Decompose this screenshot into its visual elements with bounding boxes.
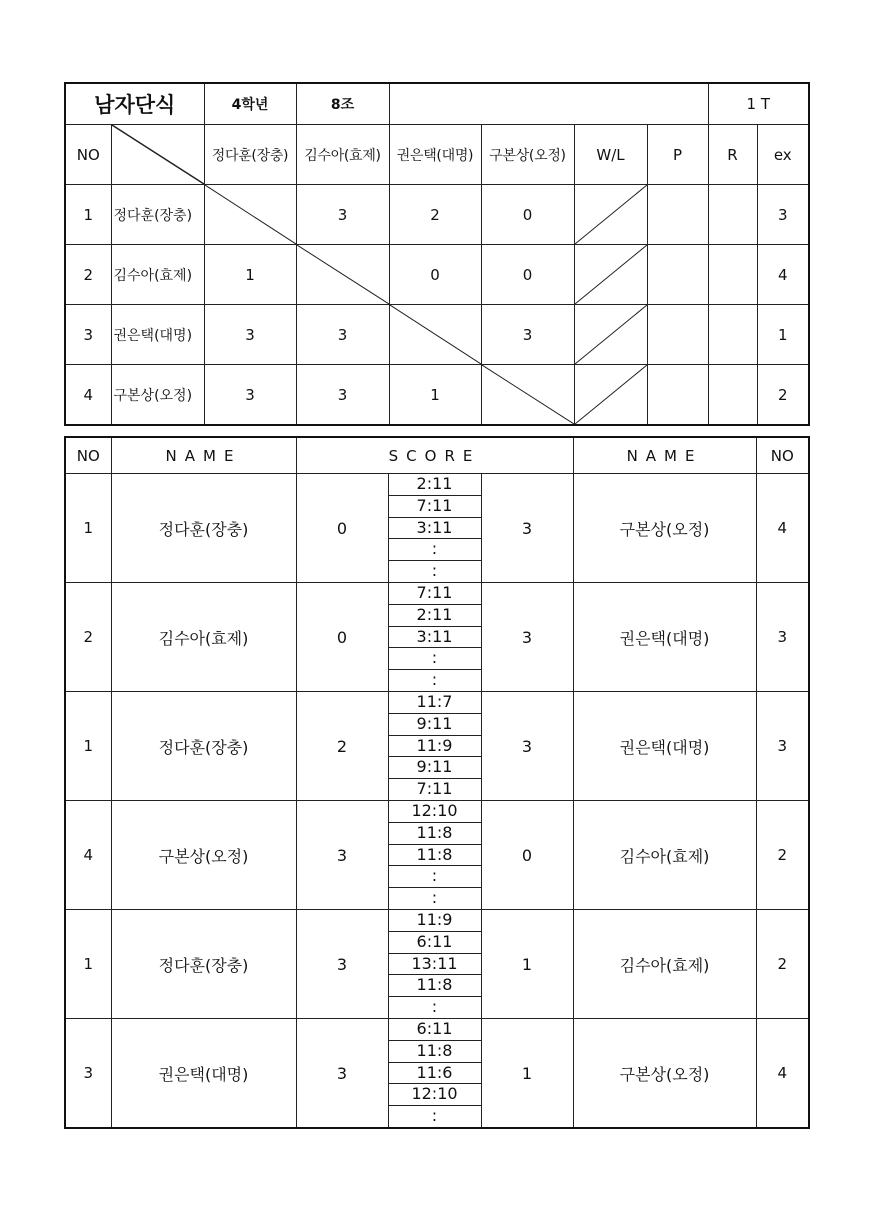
r-cell bbox=[708, 365, 757, 426]
left-player-name: 구본상(오정) bbox=[111, 801, 296, 910]
self-match-cell bbox=[204, 185, 296, 245]
right-player-no: 3 bbox=[756, 692, 809, 801]
match-row bbox=[65, 692, 809, 801]
left-player-name: 정다훈(장충) bbox=[111, 474, 296, 583]
wl-cell bbox=[574, 365, 647, 426]
r-header: R bbox=[708, 125, 757, 185]
score-cell: 3 bbox=[204, 365, 296, 426]
score-cell: 3 bbox=[296, 305, 389, 365]
set-score: 3:11 bbox=[389, 518, 481, 540]
event-title: 남자단식 bbox=[65, 83, 204, 125]
left-player-score: 2 bbox=[296, 692, 388, 801]
set-list bbox=[389, 583, 481, 691]
set-score: 11:9 bbox=[389, 736, 481, 758]
set-score: 13:11 bbox=[389, 954, 481, 976]
set-score: : bbox=[431, 888, 438, 908]
set-score: 11:8 bbox=[389, 845, 481, 867]
left-player-no: 1 bbox=[65, 474, 111, 583]
column-player-4: 구본상(오정) bbox=[481, 125, 574, 185]
column-player-3: 권은택(대명) bbox=[389, 125, 481, 185]
player-row bbox=[65, 185, 809, 245]
no-header-right: NO bbox=[756, 437, 809, 474]
set-score: : bbox=[389, 648, 481, 670]
set-score: 7:11 bbox=[389, 496, 481, 518]
right-player-no: 2 bbox=[756, 910, 809, 1019]
p-cell bbox=[647, 245, 708, 305]
player-name: 구본상(오정) bbox=[111, 365, 204, 426]
set-list bbox=[389, 1019, 481, 1127]
set-list bbox=[389, 801, 481, 909]
match-row bbox=[65, 801, 809, 910]
name-header-right: NAME bbox=[573, 437, 756, 474]
score-cell: 0 bbox=[389, 245, 481, 305]
set-score: 2:11 bbox=[389, 474, 481, 496]
left-player-name: 김수아(효제) bbox=[111, 583, 296, 692]
ex-cell: 2 bbox=[757, 365, 809, 426]
set-score: 3:11 bbox=[389, 627, 481, 649]
ex-cell: 4 bbox=[757, 245, 809, 305]
set-score: : bbox=[431, 997, 438, 1017]
right-player-no: 2 bbox=[756, 801, 809, 910]
left-player-score: 0 bbox=[296, 583, 388, 692]
right-player-name: 권은택(대명) bbox=[573, 692, 756, 801]
set-score: 7:11 bbox=[389, 583, 481, 605]
player-no: 1 bbox=[65, 185, 111, 245]
p-cell bbox=[647, 185, 708, 245]
no-header: NO bbox=[65, 125, 111, 185]
corner-diagonal bbox=[111, 125, 204, 185]
set-scores bbox=[388, 801, 481, 910]
set-list bbox=[389, 692, 481, 800]
left-player-score: 3 bbox=[296, 1019, 388, 1129]
match-rows bbox=[65, 474, 809, 1129]
r-cell bbox=[708, 305, 757, 365]
r-cell bbox=[708, 185, 757, 245]
set-score: : bbox=[389, 866, 481, 888]
player-no: 2 bbox=[65, 245, 111, 305]
set-score: 11:6 bbox=[389, 1063, 481, 1085]
match-row bbox=[65, 474, 809, 583]
left-player-score: 3 bbox=[296, 910, 388, 1019]
left-player-no: 1 bbox=[65, 910, 111, 1019]
score-cell: 3 bbox=[204, 305, 296, 365]
player-name: 권은택(대명) bbox=[111, 305, 204, 365]
column-player-2: 김수아(효제) bbox=[296, 125, 389, 185]
score-cell: 2 bbox=[389, 185, 481, 245]
right-player-no: 4 bbox=[756, 1019, 809, 1129]
player-row bbox=[65, 365, 809, 426]
set-scores bbox=[388, 910, 481, 1019]
right-player-name: 구본상(오정) bbox=[573, 474, 756, 583]
set-score: 7:11 bbox=[416, 779, 453, 799]
set-score: 2:11 bbox=[389, 605, 481, 627]
player-no: 3 bbox=[65, 305, 111, 365]
set-scores bbox=[388, 1019, 481, 1129]
set-score: : bbox=[431, 1106, 438, 1126]
right-player-score: 3 bbox=[481, 474, 573, 583]
set-score: 11:9 bbox=[389, 910, 481, 932]
wl-cell bbox=[574, 305, 647, 365]
right-player-no: 3 bbox=[756, 583, 809, 692]
set-score: : bbox=[431, 670, 438, 690]
right-player-score: 0 bbox=[481, 801, 573, 910]
left-player-score: 3 bbox=[296, 801, 388, 910]
score-cell: 3 bbox=[296, 185, 389, 245]
wl-cell bbox=[574, 185, 647, 245]
right-player-score: 1 bbox=[481, 1019, 573, 1129]
set-list bbox=[389, 910, 481, 1018]
player-row bbox=[65, 305, 809, 365]
set-scores bbox=[388, 692, 481, 801]
set-score: 11:8 bbox=[389, 975, 481, 997]
ex-cell: 3 bbox=[757, 185, 809, 245]
score-cell: 0 bbox=[481, 245, 574, 305]
ex-cell: 1 bbox=[757, 305, 809, 365]
right-player-no: 4 bbox=[756, 474, 809, 583]
match-row bbox=[65, 583, 809, 692]
left-player-no: 1 bbox=[65, 692, 111, 801]
left-player-no: 3 bbox=[65, 1019, 111, 1129]
set-score: : bbox=[431, 561, 438, 581]
wl-cell bbox=[574, 245, 647, 305]
grade-label: 4학년 bbox=[204, 83, 296, 125]
right-player-score: 3 bbox=[481, 583, 573, 692]
set-score: 9:11 bbox=[389, 757, 481, 779]
right-player-name: 김수아(효제) bbox=[573, 910, 756, 1019]
p-header: P bbox=[647, 125, 708, 185]
ex-header: ex bbox=[757, 125, 809, 185]
score-cell: 3 bbox=[296, 365, 389, 426]
header-blank bbox=[389, 83, 708, 125]
score-cell: 0 bbox=[481, 185, 574, 245]
left-player-name: 권은택(대명) bbox=[111, 1019, 296, 1129]
score-header: SCORE bbox=[296, 437, 573, 474]
set-score: 6:11 bbox=[389, 1019, 481, 1041]
round-label: 1 T bbox=[708, 83, 809, 125]
match-results-table bbox=[64, 436, 810, 1129]
self-match-cell bbox=[296, 245, 389, 305]
p-cell bbox=[647, 365, 708, 426]
score-cell: 1 bbox=[204, 245, 296, 305]
left-player-name: 정다훈(장충) bbox=[111, 692, 296, 801]
left-player-no: 2 bbox=[65, 583, 111, 692]
match-row bbox=[65, 1019, 809, 1129]
wl-header: W/L bbox=[574, 125, 647, 185]
set-score: : bbox=[389, 539, 481, 561]
left-player-no: 4 bbox=[65, 801, 111, 910]
set-score: 9:11 bbox=[389, 714, 481, 736]
right-player-name: 구본상(오정) bbox=[573, 1019, 756, 1129]
set-score: 6:11 bbox=[389, 932, 481, 954]
set-score: 11:8 bbox=[389, 1041, 481, 1063]
player-row bbox=[65, 245, 809, 305]
p-cell bbox=[647, 305, 708, 365]
no-header-left: NO bbox=[65, 437, 111, 474]
left-player-score: 0 bbox=[296, 474, 388, 583]
score-cell: 3 bbox=[481, 305, 574, 365]
r-cell bbox=[708, 245, 757, 305]
set-scores bbox=[388, 583, 481, 692]
set-score: 12:10 bbox=[389, 801, 481, 823]
column-player-1: 정다훈(장충) bbox=[204, 125, 296, 185]
player-no: 4 bbox=[65, 365, 111, 426]
self-match-cell bbox=[481, 365, 574, 426]
set-scores bbox=[388, 474, 481, 583]
right-player-score: 1 bbox=[481, 910, 573, 1019]
right-player-score: 3 bbox=[481, 692, 573, 801]
match-row bbox=[65, 910, 809, 1019]
set-score: 11:8 bbox=[389, 823, 481, 845]
player-name: 김수아(효제) bbox=[111, 245, 204, 305]
set-score: 11:7 bbox=[389, 692, 481, 714]
self-match-cell bbox=[389, 305, 481, 365]
left-player-name: 정다훈(장충) bbox=[111, 910, 296, 1019]
group-label: 8조 bbox=[296, 83, 389, 125]
round-robin-table bbox=[64, 82, 810, 426]
player-name: 정다훈(장충) bbox=[111, 185, 204, 245]
set-list bbox=[389, 474, 481, 582]
score-cell: 1 bbox=[389, 365, 481, 426]
name-header-left: NAME bbox=[111, 437, 296, 474]
right-player-name: 김수아(효제) bbox=[573, 801, 756, 910]
right-player-name: 권은택(대명) bbox=[573, 583, 756, 692]
set-score: 12:10 bbox=[389, 1084, 481, 1106]
